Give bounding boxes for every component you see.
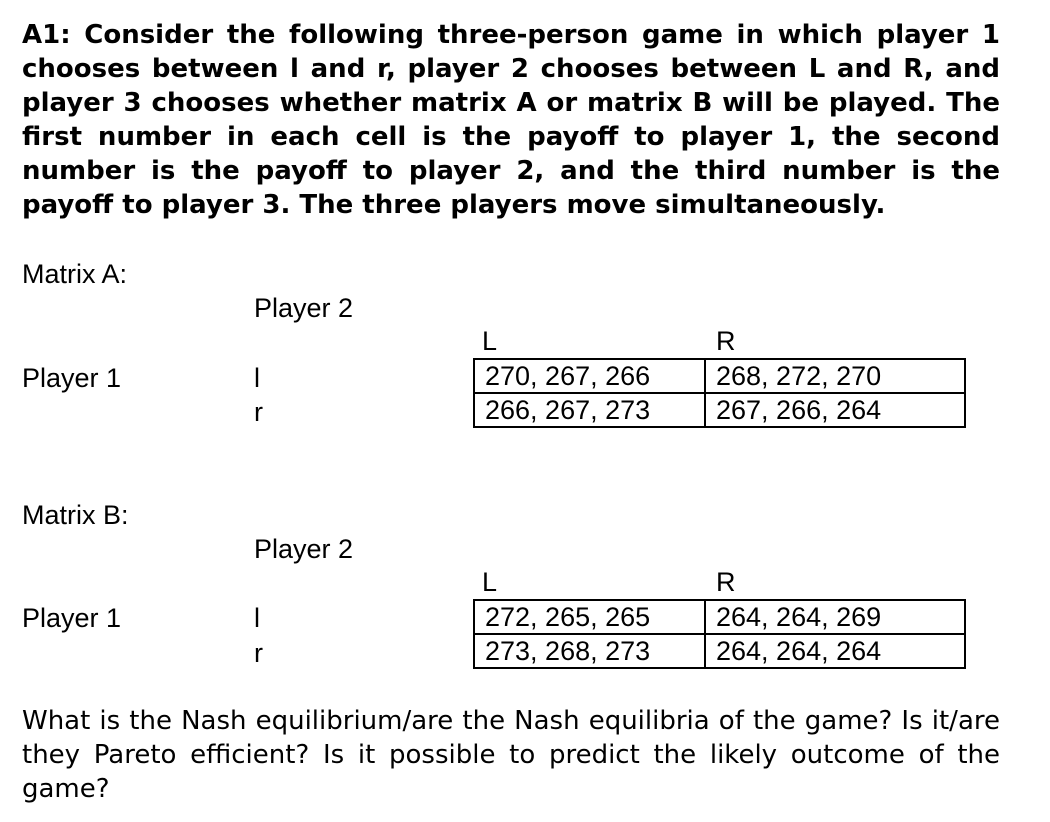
matrix-a-col-R: R [716,326,736,356]
matrix-a-player2-label: Player 2 [254,293,354,323]
table-row [474,600,965,634]
matrix-b-row-r: r [254,638,263,668]
problem-statement: A1: Consider the following three-person game in which player 1 chooses between l and r, player 2 chooses between L and R, and player 3 chooses whether matrix A or matrix B will be played. The first number in each cell is the payoff to player 1, the second number is the payoff to player 2, and the third number is the payoff to player 3. The three players move simultaneously. [22,20,1000,220]
matrix-a-cell-r-L: 266, 267, 273 [474,393,705,427]
question-text: What is the Nash equilibrium/are the Nash equilibria of the game? Is it/are they Pareto efficient? Is it possible to predict the likely outcome of the game? [22,706,1000,804]
matrix-a-title: Matrix A: [22,259,128,289]
matrix-a-cell-r-R: 267, 266, 264 [705,393,965,427]
matrix-b-player1-label: Player 1 [22,603,122,633]
table-row [474,634,965,668]
matrix-b-row-l: l [254,603,260,633]
matrix-b-col-L: L [482,567,498,597]
matrix-a-col-L: L [482,326,498,356]
matrix-b-cell-r-R: 264, 264, 264 [705,634,965,668]
matrix-a-row-l: l [254,363,260,393]
table-row [474,393,965,427]
matrix-b-cell-r-L: 273, 268, 273 [474,634,705,668]
matrix-b-col-R: R [716,567,736,597]
matrix-b-cell-l-L: 272, 265, 265 [474,600,705,634]
matrix-b-table [473,599,966,669]
matrix-a-table [473,358,966,428]
matrix-b-cell-l-R: 264, 264, 269 [705,600,965,634]
matrix-a-cell-l-L: 270, 267, 266 [474,359,705,393]
table-row [474,359,965,393]
matrix-a-row-r: r [254,397,263,427]
matrix-a-cell-l-R: 268, 272, 270 [705,359,965,393]
matrix-b-title: Matrix B: [22,500,129,530]
matrix-b-player2-label: Player 2 [254,534,354,564]
matrix-a-player1-label: Player 1 [22,363,122,393]
